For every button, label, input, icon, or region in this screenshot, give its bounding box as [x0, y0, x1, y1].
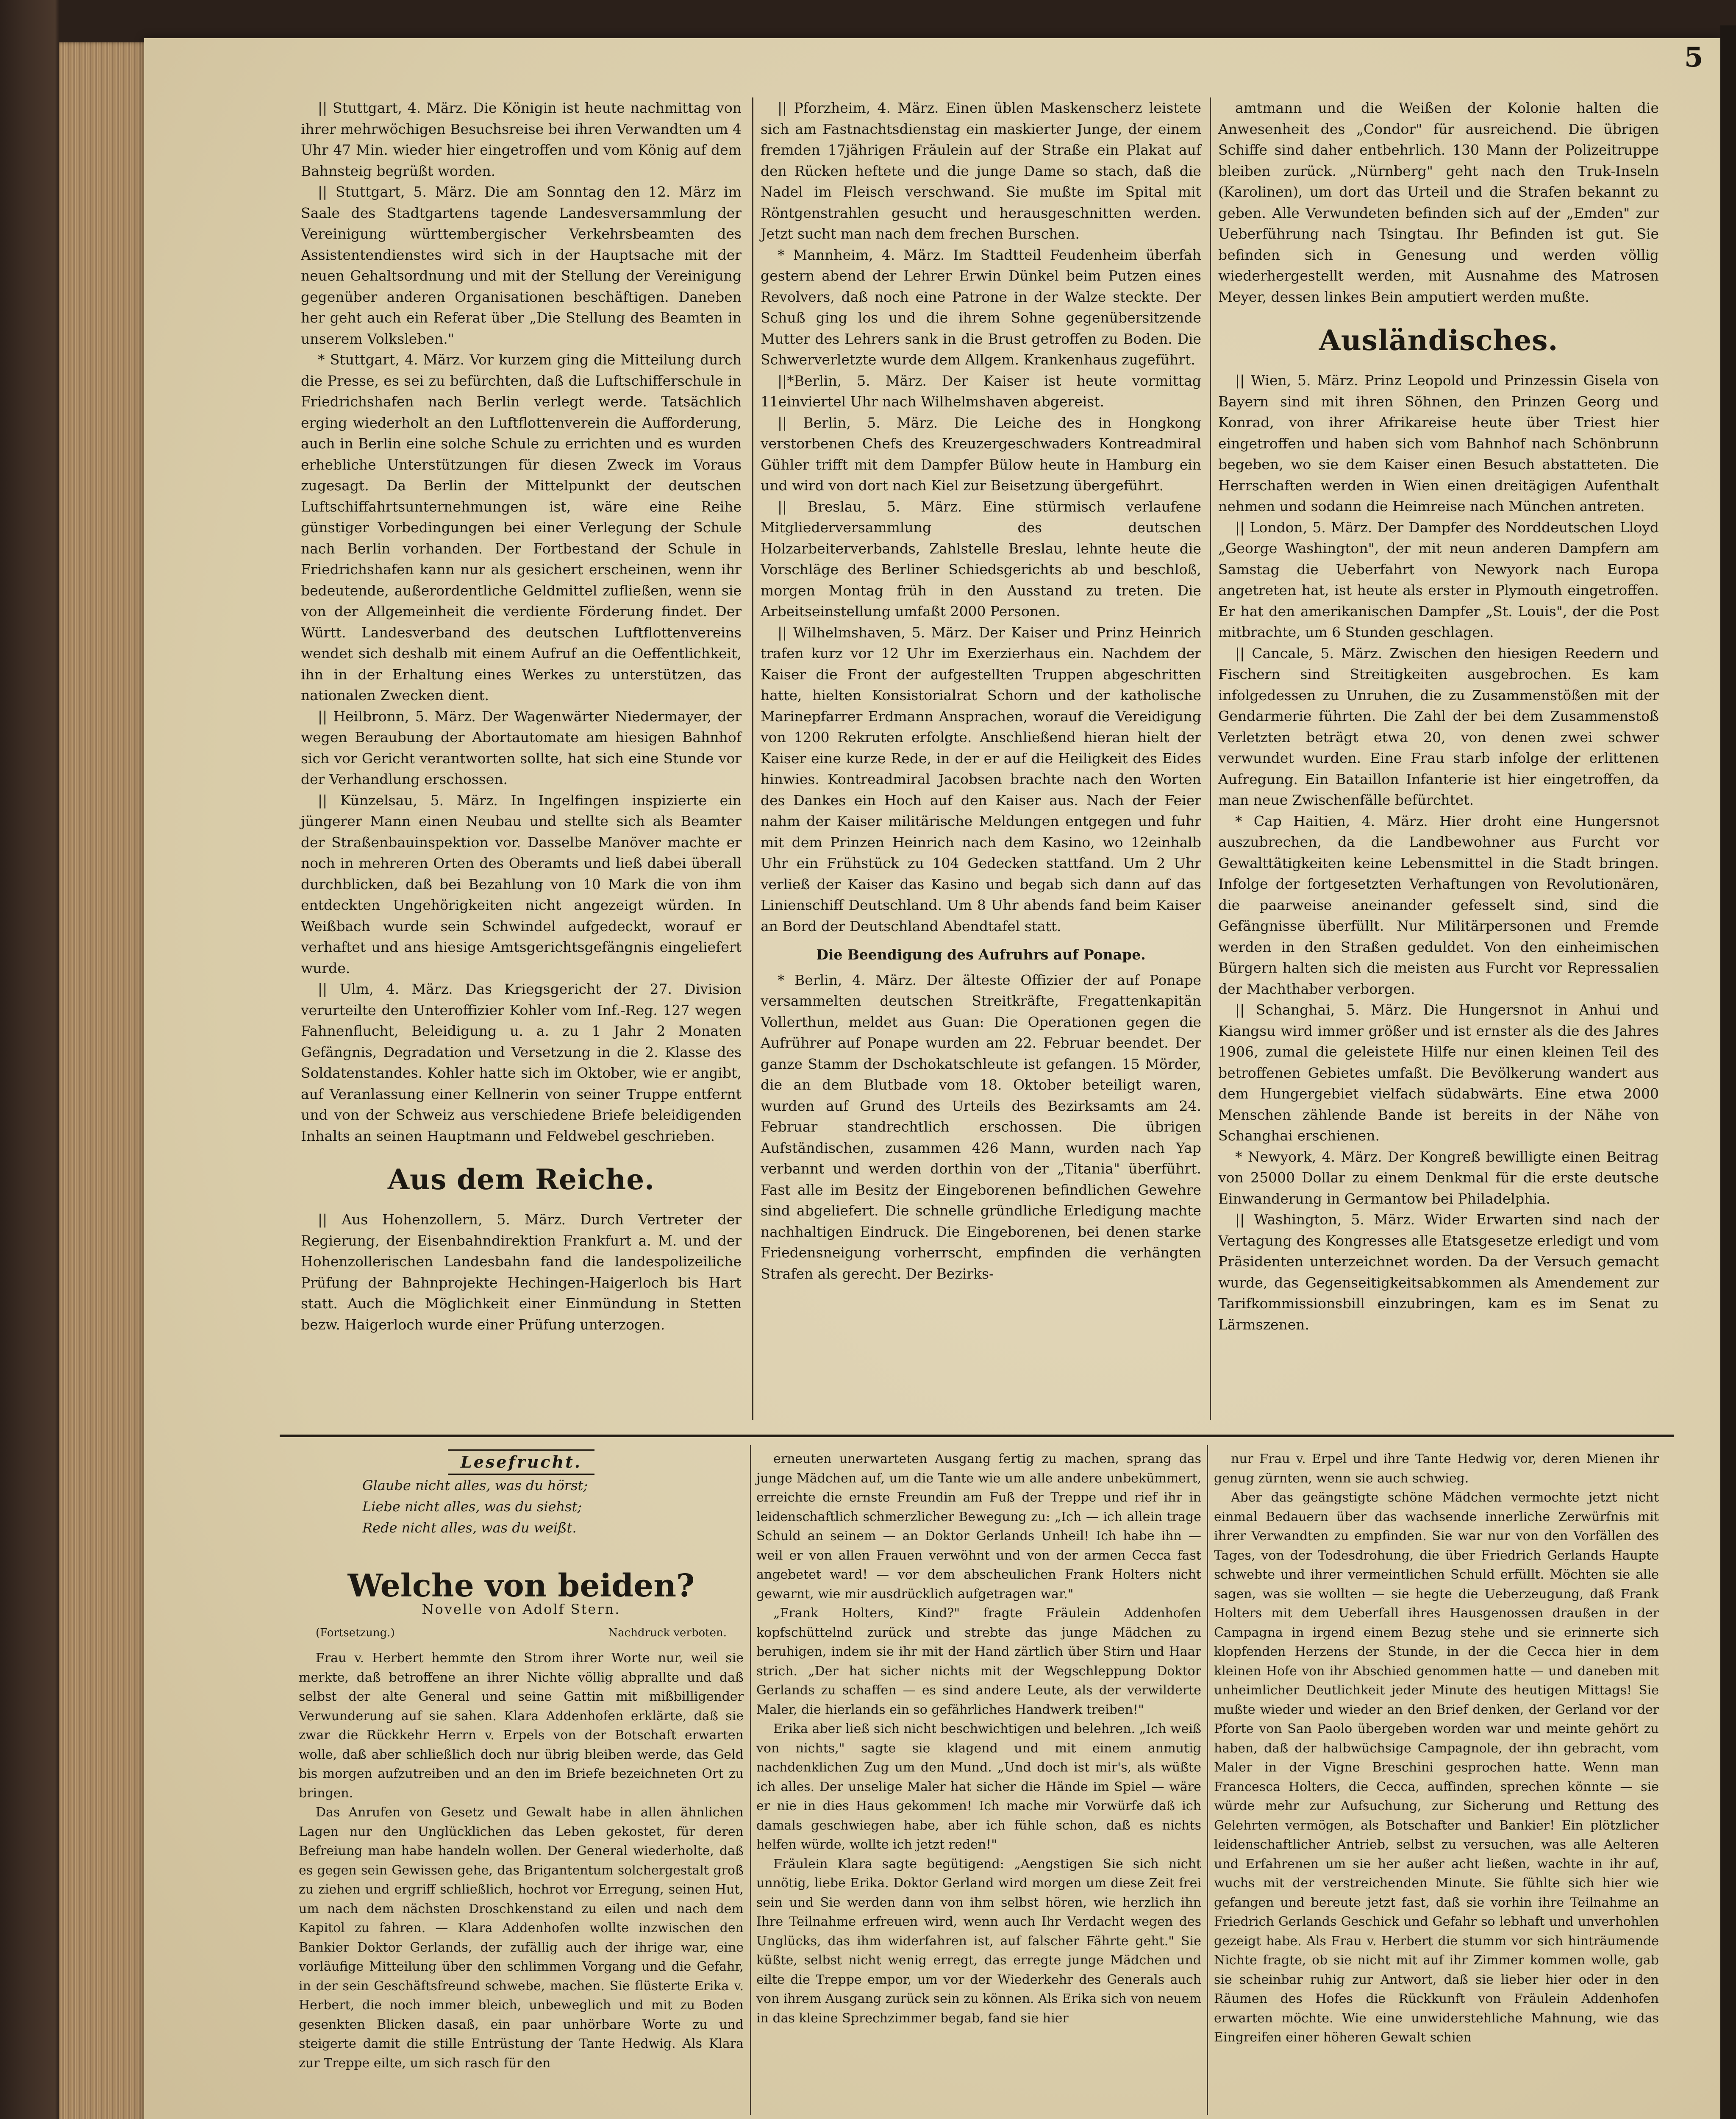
article: * Berlin, 4. März. Der älteste Offizier der auf Ponape versammelten deutschen Streitkräfte, Fregattenkapitän Vollerthun, meldet aus Guan: Die Operationen gegen die Aufrührer auf Ponape wurden am 22. Februar beendet. Der ganze Stamm der Dschokatschleute ist gefangen. 15 Mörder, die an dem Blutbade vom 18. Oktober beteiligt waren, wurden auf Grund des Urteils des Bezirksamts am 24. Februar standrechtlich erschossen. Die übrigen Aufständischen, zusammen 426 Mann, wurden nach Yap verbannt und werden dorthin von der „Titania" überführt. Fast alle im Besitz der Eingeborenen befindlichen Gewehre sind abgeliefert. Die schnelle gründliche Erledigung machte nachhaltigen Eindruck. Die Eingeborenen, bei denen starke Friedensneigung vorherrscht, empfinden die verhängten Strafen als gerecht. Der Bezirks-	[761, 971, 1201, 1282]
verse-line: Liebe nicht alles, was du siehst;	[362, 1498, 582, 1515]
article: || Schanghai, 5. März. Die Hungersnot in Anhui und Kiangsu wird immer größer und ist ernster als die des Jahres 1906, zumal die geleistete Hilfe nur einen kleinen Teil des betroffenen Gebietes umfaßt. Die Bevölkerung wandert aus dem Hungergebiet vielfach südabwärts. Eine etwa 2000 Menschen zählende Bande ist bereits in der Nähe von Schanghai erschienen.	[1218, 1001, 1659, 1144]
scan-border	[1720, 25, 1736, 2119]
page-number: 5	[1684, 42, 1703, 73]
novel-byline: Novelle von Adolf Stern.	[422, 1601, 621, 1617]
article: || Ulm, 4. März. Das Kriegsgericht der 27. Division verurteilte den Unteroffizier Kohler vom Inf.-Reg. 127 wegen Fahnenflucht, Beleidigung u. a. zu 1 Jahr 2 Monaten Gefängnis, Degradation und Versetzung in die 2. Klasse des Soldatenstandes. Kohler hatte sich im Oktober, wie er angibt, auf Veranlassung einer Kellnerin von seiner Truppe entfernt und von der Schweiz aus verschiedene Briefe beleidigenden Inhalts an seinen Hauptmann und Feldwebel geschrieben.	[301, 981, 742, 1144]
article: || Washington, 5. März. Wider Erwarten sind nach der Vertagung des Kongresses alle Etatsgesetze erledigt und vom Präsidenten unterzeichnet worden. Da der Versuch gemacht wurde, das Gegenseitigkeitsabkommen als Amendement zur Tarifkommissionsbill einzubringen, kam es im Senat zu Lärmszenen.	[1218, 1211, 1659, 1333]
novel-paragraph: Das Anrufen von Gesetz und Gewalt habe in allen ähnlichen Lagen nur den Unglücklichen das Leben gekostet, für deren Befreiung man habe handeln wollen. Der General wiederholte, daß es gegen sein Gewissen gehe, das Brigantentum solchergestalt groß zu ziehen und ergriff schließlich, hochrot vor Erregung, seinen Hut, um nach dem nächsten Droschkenstand zu eilen und nach dem Kapitol zu fahren. — Klara Addenhofen wollte inzwischen den Bankier Doktor Gerlands, der zufällig auch der ihrige war, eine vorläufige Mitteilung über den schlimmen Vorgang und die Gefahr, in der sein Geschäftsfreund schwebe, machen. Sie flüsterte Erika v. Herbert, die noch immer bleich, unbeweglich und mit zu Boden gesenkten Blicken dasaß, ein paar unhörbare Worte zu und steigerte damit die stille Entrüstung der Tante Hedwig. Als Klara zur Treppe eilte, um sich rasch für den	[299, 1805, 744, 2071]
novel-notes	[316, 1624, 727, 1643]
article: || Wilhelmshaven, 5. März. Der Kaiser und Prinz Heinrich trafen kurz vor 12 Uhr im Exerzierhaus ein. Nachdem der Kaiser die Front der aufgestellten Truppen abgeschritten hatte, hielten Konsistorialrat Schorn und der katholische Marinepfarrer Erdmann Ansprachen, worauf die Vereidigung von 1200 Rekruten erfolgte. Anschließend hieran hielt der Kaiser eine kurze Rede, in der er auf die Heiligkeit des Eides hinwies. Kontreadmiral Jacobsen brachte nach den Worten des Dankes ein Hoch auf den Kaiser aus. Nach der Feier nahm der Kaiser militärische Meldungen entgegen und fuhr mit dem Prinzen Heinrich nach dem Kasino, wo 12einhalb Uhr ein Frühstück zu 104 Gedecken stattfand. Um 2 Uhr verließ der Kaiser das Kasino und begab sich dann auf das Linienschiff Deutschland. Um 8 Uhr abends fand beim Kaiser an Bord der Deutschland Abendtafel statt.	[761, 624, 1201, 934]
article: || Breslau, 5. März. Eine stürmisch verlaufene Mitgliederversammlung des deutschen Holzarbeiterverbands, Zahlstelle Breslau, lehnte heute die Vorschläge des Berliner Schiedsgerichts ab und beschloß, morgen Montag früh in den Ausstand zu treten. Die Arbeitseinstellung umfaßt 2000 Personen.	[761, 498, 1201, 620]
column-1	[301, 97, 742, 1335]
article: amtmann und die Weißen der Kolonie halten die Anwesenheit des „Condor" für ausreichend. Die übrigen Schiffe sind daher entbehrlich. 130 Mann der Polizeitruppe bleiben zurück. „Nürnberg" geht nach den Truk-Inseln (Karolinen), um dort das Urteil und die Strafen bekannt zu geben. Alle Verwundeten befinden sich auf der „Emden" zur Ueberführung nach Tsingtau. Ihr Befinden ist gut. Sie befinden sich in Genesung und werden völlig wiederhergestellt werden, mit Ausnahme des Matrosen Meyer, dessen linkes Bein amputiert werden mußte.	[1218, 100, 1659, 305]
column-rule	[1210, 97, 1211, 1420]
novel-paragraph: Frau v. Herbert hemmte den Strom ihrer Worte nur, weil sie merkte, daß betroffene an ihrer Nichte völlig abprallte und daß selbst der alte General und seine Gattin mit mißbilligender Verwunderung auf sie sahen. Klara Addenhofen erklärte, daß sie zwar die Rückkehr Herrn v. Erpels von der Botschaft erwarten wolle, daß aber schließlich doch nur übrig bleiben werde, das Geld bis morgen aufzutreiben und an den im Briefe bezeichneten Ort zu bringen.	[299, 1651, 744, 1801]
novel-paragraph: Erika aber ließ sich nicht beschwichtigen und belehren. „Ich weiß von nichts," sagte sie klagend und mit einem anmutig nachdenklichen Zug um den Mund. „Und doch ist mir's, als wüßte ich alles. Der unselige Maler hat sicher die Hände im Spiel — wäre er nie in dies Haus gekommen! Ich mache mir Vorwürfe daß ich damals geschwiegen habe, aber ich fühle schon, daß es nichts helfen würde, wollte ich jetzt reden!"	[756, 1721, 1201, 1852]
novel-paragraph: Fräulein Klara sagte begütigend: „Aengstigen Sie sich nicht unnötig, liebe Erika. Doktor Gerland wird morgen um diese Zeit frei sein und Sie werden dann von ihm selbst hören, wie herzlich ihn Ihre Teilnahme erfreuen wird, wenn auch Ihr Verdacht wegen des Unglücks, das ihm widerfahren ist, auf falscher Fährte geht." Sie küßte, selbst nicht wenig erregt, das erregte junge Mädchen und eilte die Treppe empor, um vor der Wiederkehr des Generals auch von ihrem Ausgang zurück sein zu können. Als Erika sich von neuem in das kleine Sprechzimmer begab, fand sie hier	[756, 1856, 1201, 2026]
sub-heading-ponape: Die Beendigung des Aufruhrs auf Ponape.	[816, 946, 1146, 963]
novel-text	[299, 1649, 744, 2073]
article: || Wien, 5. März. Prinz Leopold und Prinzessin Gisela von Bayern sind mit ihren Söhnen, den Prinzen Georg und Konrad, von ihrer Afrikareise heute über Triest hier eingetroffen und haben sich vom Bahnhof nach Schönbrunn begeben, wo sie dem Kaiser einen Besuch abstatteten. Die Herrschaften werden in Wien einen dreitägigen Aufenthalt nehmen und sodann die Heimreise nach München antreten.	[1218, 372, 1659, 514]
feuilleton-column-3	[1214, 1449, 1659, 2047]
article: || Stuttgart, 4. März. Die Königin ist heute nachmittag von ihrer mehrwöchigen Besuchsreise bei ihren Verwandten um 4 Uhr 47 Min. wieder hier eingetroffen und vom König auf dem Bahnsteig begrüßt worden.	[301, 100, 742, 179]
article: || Heilbronn, 5. März. Der Wagenwärter Niedermayer, der wegen Beraubung der Abortautomate am hiesigen Bahnhof sich vor Gericht verantworten sollte, hat sich eine Stunde vor der Verhandlung erschossen.	[301, 708, 742, 787]
verse-line: Rede nicht alles, was du weißt.	[362, 1519, 577, 1536]
column-3	[1218, 97, 1659, 1335]
article: || Künzelsau, 5. März. In Ingelfingen inspizierte ein jüngerer Mann einen Neubau und stellte sich als Beamter der Straßenbauinspektion vor. Dasselbe Manöver machte er noch in mehreren Orten des Oberamts und ließ dabei überall durchblicken, daß bei Bezahlung von 10 Mark die von ihm entdeckten Ungehörigkeiten nicht angezeigt würden. In Weißbach wurde sein Schwindel aufgedeckt, worauf er verhaftet und ans hiesige Amtsgerichtsgefängnis eingeliefert wurde.	[301, 792, 742, 976]
book-page-edges	[59, 42, 148, 2119]
column-rule	[750, 1445, 751, 2115]
article: || Aus Hohenzollern, 5. März. Durch Vertreter der Regierung, der Eisenbahndirektion Frankfurt a. M. und der Hohenzollerischen Landesbahn fand die landespolizeiliche Prüfung der Bahnprojekte Hechingen-Haigerloch bis Hart statt. Auch die Möglichkeit einer Einmündung in Stetten bezw. Haigerloch wurde einer Prüfung unterzogen.	[301, 1211, 742, 1333]
article: || Berlin, 5. März. Die Leiche des in Hongkong verstorbenen Chefs des Kreuzergeschwaders Kontreadmiral Gühler trifft mit dem Dampfer Bülow heute in Hamburg ein und wird von dort nach Kiel zur Beisetzung übergeführt.	[761, 414, 1201, 494]
novel-paragraph: „Frank Holters, Kind?" fragte Fräulein Addenhofen kopfschüttelnd zurück und strebte das junge Mädchen zu beruhigen, indem sie ihr mit der Hand zärtlich über Stirn und Haar strich. „Der hat sicher nichts mit der Wegschleppung Doktor Gerlands zu schaffen — es sind andere Leute, als der verwilderte Maler, die hierlands ein so gefährliches Handwerk treiben!"	[756, 1606, 1201, 1717]
novel-paragraph: Aber das geängstigte schöne Mädchen vermochte jetzt nicht einmal Bedauern über das wachsende innerliche Zerwürfnis mit ihrer Verwandten zu empfinden. Sie war nur von den Vorfällen des Tages, von der Todesdrohung, die über Friedrich Gerlands Haupte schwebte und ihrer vermeintlichen Schuld erfüllt. Möchten sie alle sagen, was sie wollten — sie hegte die Ueberzeugung, daß Frank Holters mit dem Ueberfall ihres Hausgenossen draußen in der Campagna in irgend einem Bezug stehe und sie erinnerte sich klopfenden Herzens der Stunde, in der die Cecca hier in dem kleinen Hofe von ihr Abschied genommen hatte — und daneben mit unheimlicher Deutlichkeit jeder Minute des heutigen Mittags! Sie mußte wieder und wieder an den Brief denken, der Gerland vor der Pforte von San Paolo übergeben worden war und meinte gehört zu haben, daß der halbwüchsige Campagnole, der ihn gebracht, vom Maler in der Vigne Breschini gesprochen hatte. Wenn man Francesca Holters, die Cecca, auffinden, sprechen könnte — sie würde mehr zur Aufsuchung, zur Sicherung und Rettung des Gelehrten vermögen, als Botschafter und Bankier! Ein plötzlicher leidenschaftlicher Antrieb, selbst zu versuchen, was alle Aelteren und Erfahrenen um sie her außer acht ließen, wachte in ihr auf, wuchs mit der verstreichenden Minute. Sie fühlte sich hier wie gefangen und bereute jetzt fast, daß sie vorhin ihre Teilnahme an Friedrich Gerlands Geschick und Gefahr so lebhaft und unverhohlen gezeigt habe. Als Frau v. Herbert die stumm vor sich hinträumende Nichte fragte, ob sie nicht mit auf ihr Zimmer kommen wolle, gab sie scheinbar ruhig zur Antwort, daß sie lieber hier oder in den Räumen des Hofes die Rückkunft von Fräulein Addenhofen erwarten möchte. Wie eine unwiderstehliche Mahnung, wie das Eingreifen einer höheren Gewalt schien	[1214, 1490, 1659, 2045]
feuilleton-column-2	[756, 1449, 1201, 2028]
verse-line: Glaube nicht alles, was du hörst;	[362, 1477, 588, 1493]
lesefrucht-box	[299, 1449, 744, 1475]
section-heading-auslaendisches: Ausländisches.	[1319, 324, 1558, 357]
article: ||*Berlin, 5. März. Der Kaiser ist heute vormittag 11einviertel Uhr nach Wilhelmshaven abgereist.	[761, 372, 1201, 410]
column-2	[761, 97, 1201, 1284]
feuilleton-rule	[280, 1435, 1674, 1437]
column-rule	[752, 97, 753, 1420]
lesefrucht-title: Lesefrucht.	[448, 1449, 594, 1475]
novel-paragraph: nur Frau v. Erpel und ihre Tante Hedwig vor, deren Mienen ihr genug zürnten, wenn sie auch schwieg.	[1214, 1452, 1659, 1486]
column-rule	[1207, 1445, 1208, 2115]
article: * Cap Haitien, 4. März. Hier droht eine Hungersnot auszubrechen, da die Landbewohner aus Furcht vor Gewalttätigkeiten keine Lebensmittel in die Stadt bringen. Infolge der fortgesetzten Verhaftungen von Revolutionären, die paarweise aneinander gefesselt sind, sind die Gefängnisse überfüllt. Nur Militärpersonen und Fremde werden in den Straßen geduldet. Von den einheimischen Bürgern halten sich die meisten aus Furcht vor Repressalien der Machthaber verborgen.	[1218, 812, 1659, 997]
article: * Newyork, 4. März. Der Kongreß bewilligte einen Beitrag von 25000 Dollar zu einem Denkmal für die erste deutsche Einwanderung in Germantow bei Philadelphia.	[1218, 1148, 1659, 1207]
article: || Cancale, 5. März. Zwischen den hiesigen Reedern und Fischern sind Streitigkeiten ausgebrochen. Es kam infolgedessen zu Unruhen, die zu Zusammenstößen mit der Gendarmerie führten. Die Zahl der bei dem Zusammenstoß Verletzten beträgt etwa 20, von denen zwei schwer verwundet wurden. Eine Frau starb infolge der erlittenen Aufregung. Ein Bataillon Infanterie ist hier eingetroffen, da man neue Zwischenfälle befürchtet.	[1218, 645, 1659, 808]
article: || Pforzheim, 4. März. Einen üblen Maskenscherz leistete sich am Fastnachtsdienstag ein maskierter Junge, der einem fremden 17jährigen Fräulein auf der Straße ein Plakat auf den Rücken heftete und die junge Dame so stach, daß die Nadel im Fleisch verschwand. Sie mußte im Spital mit Röntgenstrahlen gesucht und herausgeschnitten werden. Jetzt sucht man nach dem frechen Burschen.	[761, 100, 1201, 242]
reprint-note: Nachdruck verboten.	[608, 1626, 727, 1639]
article: * Mannheim, 4. März. Im Stadtteil Feudenheim überfah gestern abend der Lehrer Erwin Dünkel beim Putzen eines Revolvers, daß noch eine Patrone in der Walze steckte. Der Schuß ging los und die ihrem Sohne gegenübersitzende Mutter des Lehrers sank in die Brust getroffen zu Boden. Die Schwerverletzte wurde dem Allgem. Krankenhaus zugeführt.	[761, 246, 1201, 368]
article: * Stuttgart, 4. März. Vor kurzem ging die Mitteilung durch die Presse, es sei zu befürchten, daß die Luftschifferschule in Friedrichshafen nach Berlin verlegt werde. Tatsächlich erging wiederholt an den Luftflottenverein die Aufforderung, auch in Berlin eine solche Schule zu errichten und es wurden erhebliche Unterstützungen für diesen Zweck im Voraus zugesagt. Da Berlin der Mittelpunkt der deutschen Luftschiffahrtsunternehmungen ist, wäre eine Reihe günstiger Vorbedingungen bei einer Verlegung der Schule nach Berlin vorhanden. Der Fortbestand der Schule in Friedrichshafen kann nur als gesichert erscheinen, wenn ihr bedeutende, außerordentliche Geldmittel zufließen, wenn sie von der Allgemeinheit die verdiente Förderung findet. Der Württ. Landesverband des deutschen Luftflottenvereins wendet sich deshalb mit einem Aufruf an die Oeffentlichkeit, ihn in der Erhaltung eines Werkes zu unterstützen, das nationalen Zwecken dient.	[301, 351, 742, 704]
article: || London, 5. März. Der Dampfer des Norddeutschen Lloyd „George Washington", der mit neun anderen Dampfern am Samstag die Ueberfahrt von Newyork nach Europa angetreten hat, ist heute als erster in Plymouth eingetroffen. Er hat den amerikanischen Dampfer „St. Louis", der die Post mitbrachte, um 6 Stunden geschlagen.	[1218, 519, 1659, 640]
continuation-note: (Fortsetzung.)	[316, 1626, 395, 1639]
section-heading-reich: Aus dem Reiche.	[387, 1163, 655, 1196]
novel-title: Welche von beiden?	[347, 1567, 695, 1604]
article: || Stuttgart, 5. März. Die am Sonntag den 12. März im Saale des Stadtgartens tagende Landesversammlung der Vereinigung württembergischer Verkehrsbeamten des Assistentendienstes wird sich in der Hauptsache mit der neuen Gehaltsordnung und mit der Stellung der Vereinigung gegenüber anderen Organisationen beschäftigen. Daneben her geht auch ein Referat über „Die Stellung des Beamten in unserem Volksleben."	[301, 184, 742, 347]
feuilleton-column-1	[299, 1449, 744, 2073]
novel-paragraph: erneuten unerwarteten Ausgang fertig zu machen, sprang das junge Mädchen auf, um die Tante wie um alle andere unbekümmert, erreichte die ernste Freundin am Fuß der Treppe und rief ihr in leidenschaftlich schmerzlicher Bewegung zu: „Ich — ich allein trage Schuld an seinem — an Doktor Gerlands Unheil! Ich habe ihn — weil er von allen Frauen verwöhnt und von der armen Cecca fast angebetet ward! — vor dem abscheulichen Frank Holters nicht gewarnt, wie mir ausdrücklich aufgetragen war."	[756, 1452, 1201, 1602]
